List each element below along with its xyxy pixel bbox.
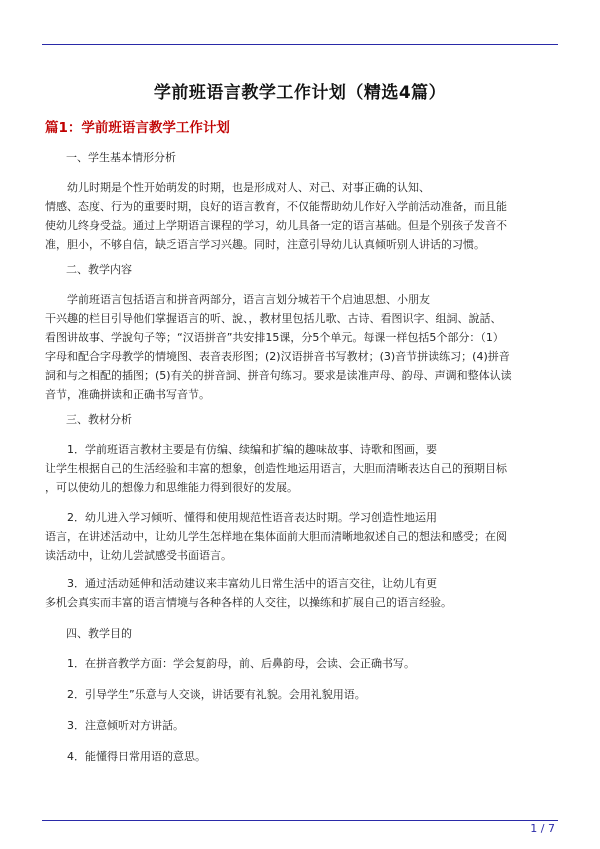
paragraph-line: 使幼儿终身受益。通过上学期语言课程的学习，幼儿具备一定的语言基础。但是个别孩子发音不	[45, 219, 507, 232]
list-item: 2．引导学生”乐意与人交谈，讲话要有礼貌。会用礼貌用语。	[67, 688, 366, 701]
paragraph-line: 读活动中，让幼儿尝試感受书面语言。	[45, 549, 232, 562]
paragraph-line: 准，胆小，不够自信，缺乏语言学习兴趣。同时，注意引导幼儿认真倾听别人讲话的习惯。	[45, 238, 485, 251]
paragraph-line: 音节，准确拼读和正确书写音节。	[45, 388, 210, 401]
paragraph-line: 詞和与之相配的插图；(5)有关的拼音詞、拼音句练习。要求是读准声母、韵母、声调和整体认读	[45, 369, 512, 382]
paragraph-line: 幼儿时期是个性开始萌发的时期，也是形成对人、对己、对事正确的认知、	[67, 181, 430, 194]
paragraph-line: 2．幼儿进入学习倾听、懂得和使用规范性语音表达时期。学习创造性地运用	[67, 511, 437, 524]
page-number: 1 / 7	[530, 822, 555, 835]
section-body-3a	[45, 440, 557, 497]
paragraph-line: 多机会真实而丰富的语言情境与各种各样的人交往，以操练和扩展自己的语言经验。	[45, 596, 452, 609]
list-item: 4．能懂得日常用语的意思。	[67, 750, 206, 763]
section-body-3b	[45, 508, 557, 565]
paragraph-line: 3．通过活动延伸和活动建议来丰富幼儿日常生活中的语言交往，让幼儿有更	[67, 577, 437, 590]
document-title: 学前班语言教学工作计划（精选4篇）	[153, 83, 447, 103]
article-title: 篇1：学前班语言教学工作计划	[45, 120, 230, 136]
paragraph-line: 让学生根据自己的生活经验和丰富的想象，创造性地运用语言，大胆而清晰表达自己的預期目标	[45, 462, 507, 475]
section-body-3c	[45, 574, 557, 612]
list-item: 1．在拼音教学方面：学会复韵母，前、后鼻韵母，会读、会正确书写。	[67, 657, 415, 670]
section-heading-1: 一、学生基本情形分析	[66, 151, 176, 164]
header-rule	[42, 44, 558, 45]
section-heading-4: 四、教学目的	[66, 627, 132, 640]
paragraph-line: 干兴趣的栏目引导他们掌握语言的听、說、，教材里包括儿歌、古诗、看图识字、组詞、說話、	[45, 312, 502, 325]
paragraph-line: 学前班语言包括语言和拼音两部分，语言言划分城若干个启迪思想、小朋友	[67, 293, 430, 306]
section-body-1	[45, 178, 557, 254]
section-body-4	[45, 654, 557, 766]
paragraph-line: 1．学前班语言教材主要是有仿编、续编和扩编的趣味故事、诗歌和图画，要	[67, 443, 437, 456]
footer-rule	[42, 820, 558, 821]
paragraph-line: ，可以使幼儿的想像力和思维能力得到很好的发展。	[45, 481, 298, 494]
paragraph-line: 语言，在讲述活动中，让幼儿学生怎样地在集体面前大胆而清晰地叙述自己的想法和感受；在阅	[45, 530, 507, 543]
section-heading-2: 二、教学内容	[66, 263, 132, 276]
section-heading-3: 三、教材分析	[66, 413, 132, 426]
paragraph-line: 情感、态度、行为的重要时期，良好的语言教育，不仅能帮助幼儿作好入学前活动准备，而且能	[45, 200, 507, 213]
paragraph-line: 看图讲故事、学說句子等；“汉语拼音”共安排15课，分5个单元。每课一样包括5个部分：（1）	[45, 331, 504, 344]
paragraph-line: 字母和配合字母教学的情境图、表音表形图；(2)汉语拼音书写教材；(3)音节拼读练习；(4)拼音	[45, 350, 510, 363]
section-body-2	[45, 290, 557, 404]
list-item: 3．注意倾听对方讲話。	[67, 719, 184, 732]
